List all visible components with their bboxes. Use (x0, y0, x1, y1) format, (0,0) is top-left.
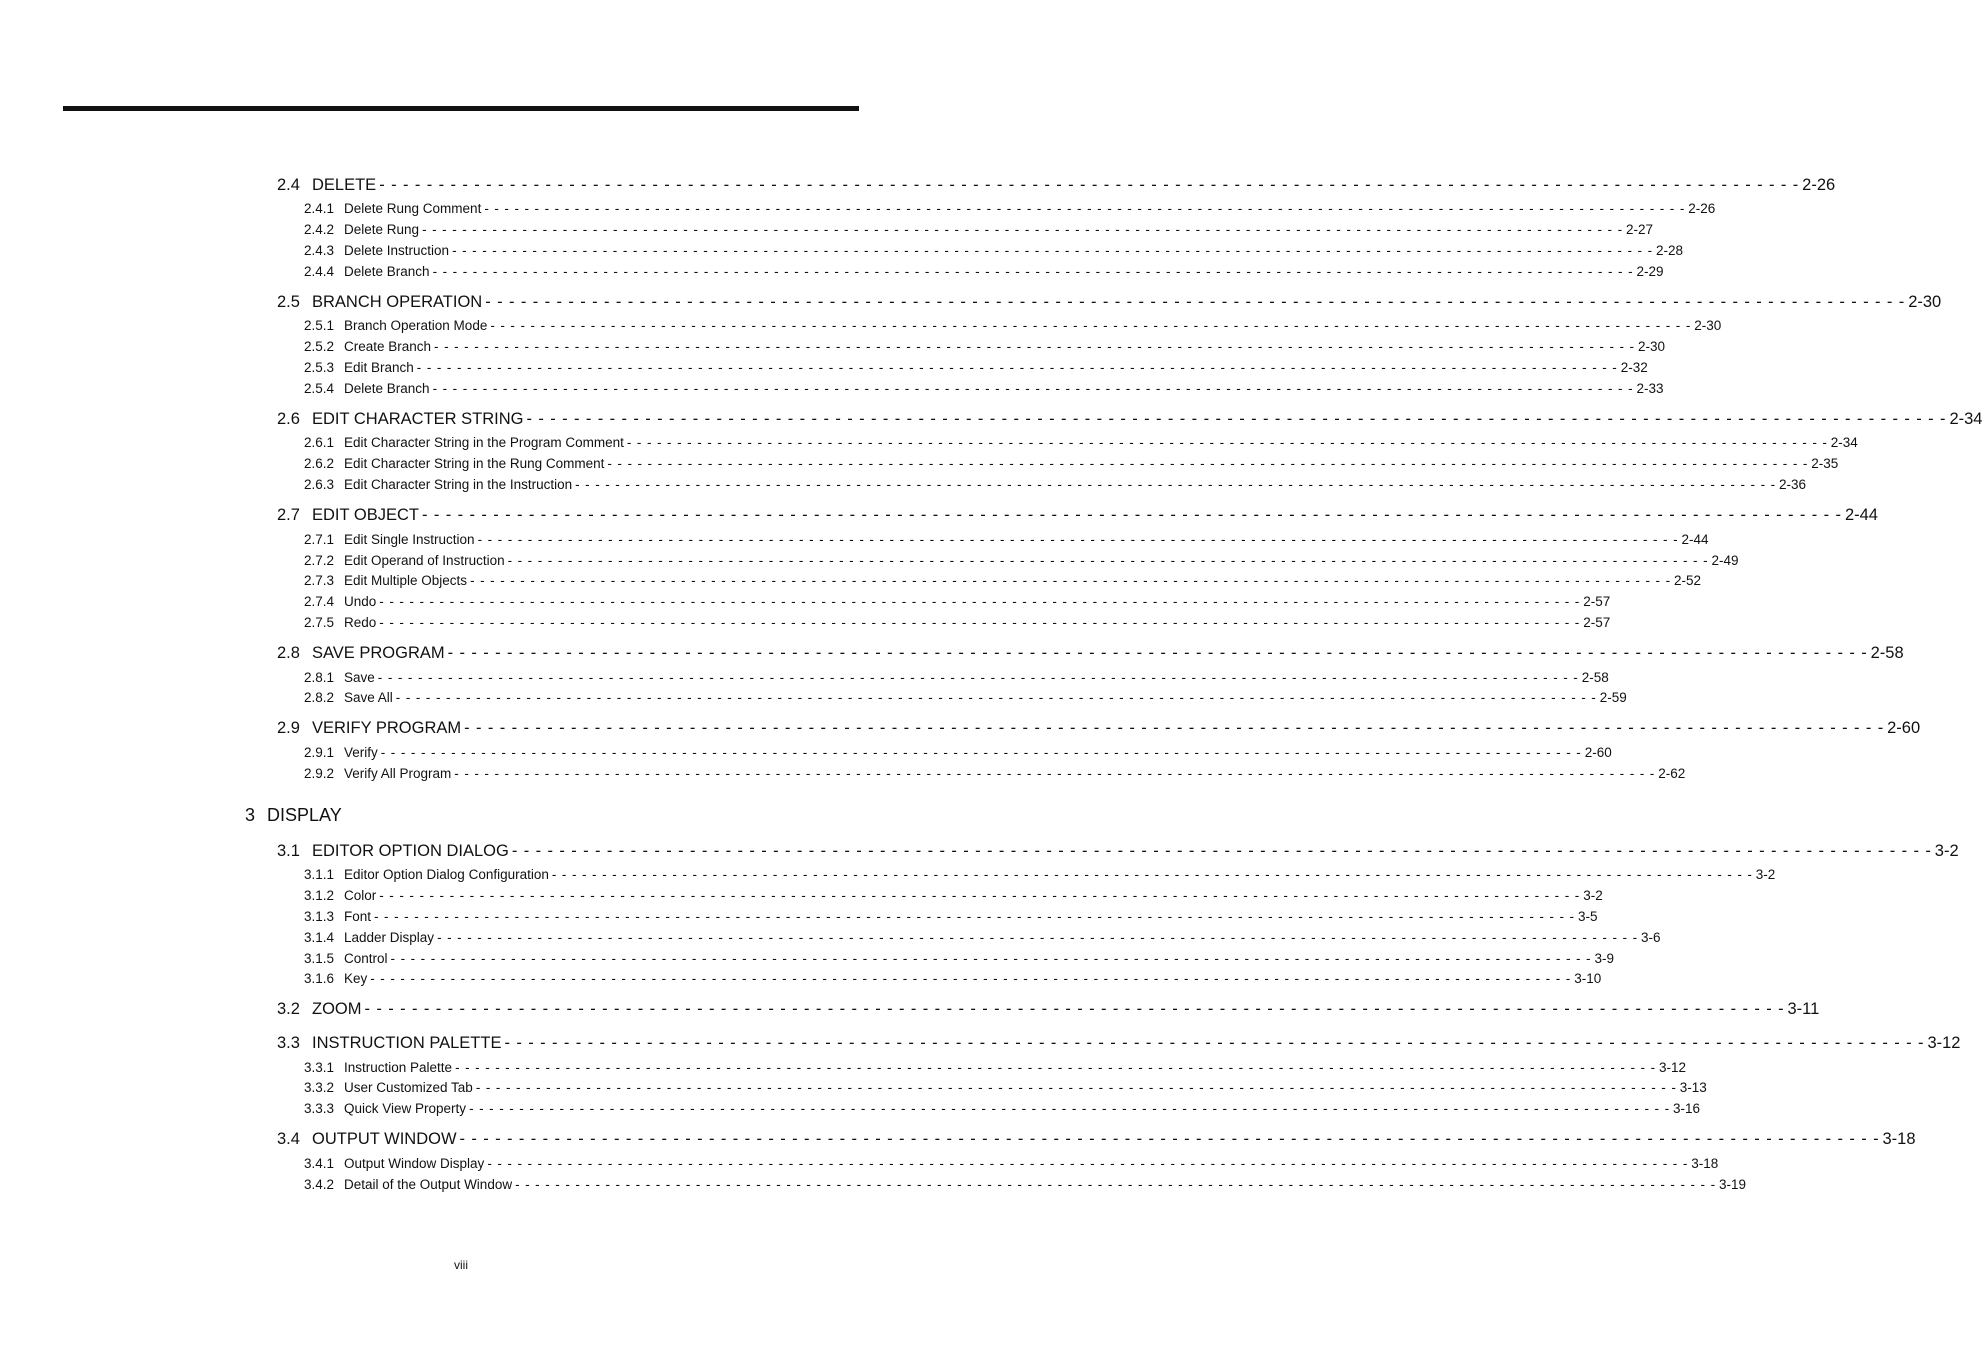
entry-page: 2-44 (1844, 506, 1878, 524)
entry-title: Edit Branch (344, 360, 414, 375)
entry-number: 2.7.5 (304, 615, 335, 630)
toc-subsection-entry[interactable] (304, 532, 1709, 547)
dot-leader: - - - - - - - - - - - - - - - - - - - - - - - - - - - - - - - - - - - - - - - - - - - - - - - - - - - - - - - - - - - - - - - - - - - - - - - - - - - - - - - - - - - - - - - - - - - - - - - - - - - - - - - - - - - - - - - - - - - - - - - - (464, 719, 1885, 737)
entry-page: 2-49 (1711, 553, 1739, 568)
entry-title: Create Branch (344, 339, 432, 354)
entry-number: 3.3.1 (304, 1060, 335, 1075)
entry-number: 3.2 (277, 1000, 300, 1018)
dot-leader: - - - - - - - - - - - - - - - - - - - - - - - - - - - - - - - - - - - - - - - - - - - - - - - - - - - - - - - - - - - - - - - - - - - - - - - - - - - - - - - - - - - - - - - - - - - - - - - - - - - - - - - - - - - - - - - - - - - - - - - - (459, 1130, 1880, 1148)
dot-leader: - - - - - - - - - - - - - - - - - - - - - - - - - - - - - - - - - - - - - - - - - - - - - - - - - - - - - - - - - - - - - - - - - - - - - - - - - - - - - - - - - - - - - - - - - - - - - - - - - - - - - - - - - - - - - - - - - - - - - - - - (575, 477, 1777, 492)
dot-leader: - - - - - - - - - - - - - - - - - - - - - - - - - - - - - - - - - - - - - - - - - - - - - - - - - - - - - - - - - - - - - - - - - - - - - - - - - - - - - - - - - - - - - - - - - - - - - - - - - - - - - - - - - - - - - - - - - - - - - - - - (454, 766, 1656, 781)
entry-page: 2-30 (1694, 318, 1722, 333)
entry-title: Output Window Display (344, 1156, 485, 1171)
chapter-heading (245, 805, 342, 826)
entry-number: 2.5 (277, 293, 300, 311)
dot-leader: - - - - - - - - - - - - - - - - - - - - - - - - - - - - - - - - - - - - - - - - - - - - - - - - - - - - - - - - - - - - - - - - - - - - - - - - - - - - - - - - - - - - - - - - - - - - - - - - - - - - - - - - - - - - - - - - - - - - - - - - (455, 1060, 1656, 1075)
entry-number: 2.6.2 (304, 456, 335, 471)
toc-subsection-entry[interactable] (304, 594, 1611, 609)
entry-page: 2-36 (1779, 477, 1807, 492)
entry-number: 3.1.6 (304, 971, 335, 986)
toc-section-entry[interactable] (277, 506, 1878, 524)
dot-leader: - - - - - - - - - - - - - - - - - - - - - - - - - - - - - - - - - - - - - - - - - - - - - - - - - - - - - - - - - - - - - - - - - - - - - - - - - - - - - - - - - - - - - - - - - - - - - - - - - - - - - - - - - - - - - - - - - - - - - - - - (377, 670, 1579, 685)
entry-title: Editor Option Dialog Configuration (344, 867, 549, 882)
toc-subsection-entry[interactable] (304, 381, 1664, 396)
entry-title: Detail of the Output Window (344, 1177, 513, 1192)
entry-number: 3.1.1 (304, 867, 335, 882)
dot-leader: - - - - - - - - - - - - - - - - - - - - - - - - - - - - - - - - - - - - - - - - - - - - - - - - - - - - - - - - - - - - - - - - - - - - - - - - - - - - - - - - - - - - - - - - - - - - - - - - - - - - - - - - - - - - - - - - - - - - - - - - (379, 615, 1581, 630)
entry-page: 2-26 (1802, 176, 1836, 194)
toc-subsection-entry[interactable] (304, 201, 1716, 216)
entry-title: Save (344, 670, 375, 685)
dot-leader: - - - - - - - - - - - - - - - - - - - - - - - - - - - - - - - - - - - - - - - - - - - - - - - - - - - - - - - - - - - - - - - - - - - - - - - - - - - - - - - - - - - - - - - - - - - - - - - - - - - - - - - - - - - - - - - - - - - - - - - - (484, 201, 1686, 216)
entry-page: 3-13 (1679, 1080, 1707, 1095)
entry-page: 2-34 (1830, 435, 1858, 450)
entry-title: Verify (344, 745, 378, 760)
dot-leader: - - - - - - - - - - - - - - - - - - - - - - - - - - - - - - - - - - - - - - - - - - - - - - - - - - - - - - - - - - - - - - - - - - - - - - - - - - - - - - - - - - - - - - - - - - - - - - - - - - - - - - - - - - - - - - - - - - - - - - - - (379, 888, 1581, 903)
dot-leader: - - - - - - - - - - - - - - - - - - - - - - - - - - - - - - - - - - - - - - - - - - - - - - - - - - - - - - - - - - - - - - - - - - - - - - - - - - - - - - - - - - - - - - - - - - - - - - - - - - - - - - - - - - - - - - - - - - - - - - - - (370, 971, 1572, 986)
entry-number: 2.4.4 (304, 264, 335, 279)
dot-leader: - - - - - - - - - - - - - - - - - - - - - - - - - - - - - - - - - - - - - - - - - - - - - - - - - - - - - - - - - - - - - - - - - - - - - - - - - - - - - - - - - - - - - - - - - - - - - - - - - - - - - - - - - - - - - - - - - - - - - - - - (432, 381, 1634, 396)
entry-number: 3.3 (277, 1034, 300, 1052)
entry-title: DELETE (312, 176, 377, 194)
entry-number: 3.3.3 (304, 1101, 335, 1116)
toc-subsection-entry[interactable] (304, 1156, 1719, 1171)
entry-page: 3-9 (1594, 951, 1614, 966)
entry-page: 2-44 (1681, 532, 1709, 547)
toc-subsection-entry[interactable] (304, 745, 1612, 760)
dot-leader: - - - - - - - - - - - - - - - - - - - - - - - - - - - - - - - - - - - - - - - - - - - - - - - - - - - - - - - - - - - - - - - - - - - - - - - - - - - - - - - - - - - - - - - - - - - - - - - - - - - - - - - - - - - - - - - - - - - - - - - - (380, 745, 1582, 760)
entry-page: 2-57 (1583, 594, 1611, 609)
page-number: viii (454, 1258, 468, 1272)
dot-leader: - - - - - - - - - - - - - - - - - - - - - - - - - - - - - - - - - - - - - - - - - - - - - - - - - - - - - - - - - - - - - - - - - - - - - - - - - - - - - - - - - - - - - - - - - - - - - - - - - - - - - - - - - - - - - - - - - - - - - - - - (447, 644, 1868, 662)
dot-leader: - - - - - - - - - - - - - - - - - - - - - - - - - - - - - - - - - - - - - - - - - - - - - - - - - - - - - - - - - - - - - - - - - - - - - - - - - - - - - - - - - - - - - - - - - - - - - - - - - - - - - - - - - - - - - - - - - - - - - - - - (379, 594, 1581, 609)
toc-section-entry[interactable] (277, 842, 1959, 860)
toc-section-entry[interactable] (277, 644, 1904, 662)
dot-leader: - - - - - - - - - - - - - - - - - - - - - - - - - - - - - - - - - - - - - - - - - - - - - - - - - - - - - - - - - - - - - - - - - - - - - - - - - - - - - - - - - - - - - - - - - - - - - - - - - - - - - - - - - - - - - - - - - - - - - - - - (551, 867, 1753, 882)
entry-title: EDIT OBJECT (312, 506, 419, 524)
dot-leader: - - - - - - - - - - - - - - - - - - - - - - - - - - - - - - - - - - - - - - - - - - - - - - - - - - - - - - - - - - - - - - - - - - - - - - - - - - - - - - - - - - - - - - - - - - - - - - - - - - - - - - - - - - - - - - - - - - - - - - - - (511, 842, 1932, 860)
entry-page: 3-6 (1640, 930, 1661, 945)
entry-title: VERIFY PROGRAM (312, 719, 462, 737)
entry-number: 3.3.2 (304, 1080, 335, 1095)
entry-page: 3-19 (1719, 1177, 1747, 1192)
entry-number: 2.5.1 (304, 318, 335, 333)
toc-subsection-entry[interactable] (304, 867, 1776, 882)
toc-subsection-entry[interactable] (304, 690, 1627, 705)
entry-page: 2-34 (1949, 410, 1982, 428)
toc-subsection-entry[interactable] (304, 766, 1686, 781)
toc-section-entry[interactable] (277, 293, 1942, 311)
toc-subsection-entry[interactable] (304, 339, 1665, 354)
entry-title: Edit Multiple Objects (344, 573, 468, 588)
entry-page: 3-11 (1787, 1000, 1820, 1018)
chapter-title: DISPLAY (267, 805, 342, 825)
entry-title: Delete Branch (344, 264, 430, 279)
entry-page: 2-58 (1870, 644, 1904, 662)
entry-title: Control (344, 951, 388, 966)
entry-title: Color (344, 888, 377, 903)
entry-title: Instruction Palette (344, 1060, 453, 1075)
entry-number: 2.8 (277, 644, 300, 662)
entry-title: Ladder Display (344, 930, 435, 945)
entry-page: 2-28 (1655, 243, 1684, 258)
toc-section-entry[interactable] (277, 719, 1921, 737)
entry-page: 3-10 (1574, 971, 1602, 986)
dot-leader: - - - - - - - - - - - - - - - - - - - - - - - - - - - - - - - - - - - - - - - - - - - - - - - - - - - - - - - - - - - - - - - - - - - - - - - - - - - - - - - - - - - - - - - - - - - - - - - - - - - - - - - - - - - - - - - - - - - - - - - - (452, 243, 1653, 258)
entry-number: 3.1 (277, 842, 300, 860)
toc-subsection-entry[interactable] (304, 477, 1807, 492)
entry-number: 2.9 (277, 719, 300, 737)
entry-title: Branch Operation Mode (344, 318, 488, 333)
toc-subsection-entry[interactable] (304, 243, 1684, 258)
entry-number: 2.5.3 (304, 360, 335, 375)
entry-page: 3-2 (1755, 867, 1776, 882)
entry-page: 2-52 (1673, 573, 1702, 588)
entry-title: SAVE PROGRAM (312, 644, 445, 662)
entry-title: OUTPUT WINDOW (312, 1130, 457, 1148)
entry-title: Edit Operand of Instruction (344, 553, 505, 568)
entry-page: 2-33 (1636, 381, 1664, 396)
entry-title: EDIT CHARACTER STRING (312, 410, 524, 428)
entry-number: 3.4 (277, 1130, 300, 1148)
dot-leader: - - - - - - - - - - - - - - - - - - - - - - - - - - - - - - - - - - - - - - - - - - - - - - - - - - - - - - - - - - - - - - - - - - - - - - - - - - - - - - - - - - - - - - - - - - - - - - - - - - - - - - - - - - - - - - - - - - - - - - - - (515, 1177, 1717, 1192)
entry-page: 3-12 (1658, 1060, 1687, 1075)
entry-number: 2.6.3 (304, 477, 335, 492)
toc-subsection-entry[interactable] (304, 1101, 1701, 1116)
entry-page: 2-30 (1637, 339, 1665, 354)
entry-title: INSTRUCTION PALETTE (312, 1034, 502, 1052)
entry-number: 2.7.3 (304, 573, 335, 588)
dot-leader: - - - - - - - - - - - - - - - - - - - - - - - - - - - - - - - - - - - - - - - - - - - - - - - - - - - - - - - - - - - - - - - - - - - - - - - - - - - - - - - - - - - - - - - - - - - - - - - - - - - - - - - - - - - - - - - - - - - - - - - - (421, 506, 1842, 524)
toc-subsection-entry[interactable] (304, 1177, 1747, 1192)
entry-number: 3.1.5 (304, 951, 335, 966)
toc-subsection-entry[interactable] (304, 318, 1722, 333)
toc-subsection-entry[interactable] (304, 1080, 1707, 1095)
entry-number: 2.5.2 (304, 339, 335, 354)
entry-title: Delete Branch (344, 381, 430, 396)
entry-title: ZOOM (312, 1000, 362, 1018)
toc-section-entry[interactable] (277, 176, 1836, 194)
dot-leader: - - - - - - - - - - - - - - - - - - - - - - - - - - - - - - - - - - - - - - - - - - - - - - - - - - - - - - - - - - - - - - - - - - - - - - - - - - - - - - - - - - - - - - - - - - - - - - - - - - - - - - - - - - - - - - - - - - - - - - - - (379, 176, 1800, 194)
dot-leader: - - - - - - - - - - - - - - - - - - - - - - - - - - - - - - - - - - - - - - - - - - - - - - - - - - - - - - - - - - - - - - - - - - - - - - - - - - - - - - - - - - - - - - - - - - - - - - - - - - - - - - - - - - - - - - - - - - - - - - - - (470, 573, 1671, 588)
entry-number: 2.5.4 (304, 381, 335, 396)
entry-page: 2-32 (1620, 360, 1648, 375)
entry-title: Save All (344, 690, 393, 705)
entry-page: 3-2 (1583, 888, 1603, 903)
entry-page: 2-57 (1583, 615, 1611, 630)
entry-page: 2-26 (1688, 201, 1716, 216)
dot-leader: - - - - - - - - - - - - - - - - - - - - - - - - - - - - - - - - - - - - - - - - - - - - - - - - - - - - - - - - - - - - - - - - - - - - - - - - - - - - - - - - - - - - - - - - - - - - - - - - - - - - - - - - - - - - - - - - - - - - - - - - (504, 1034, 1925, 1052)
entry-number: 3.1.4 (304, 930, 335, 945)
entry-page: 2-59 (1599, 690, 1627, 705)
entry-number: 2.6.1 (304, 435, 335, 450)
toc-subsection-entry[interactable] (304, 888, 1603, 903)
toc-subsection-entry[interactable] (304, 360, 1648, 375)
toc-subsection-entry[interactable] (304, 573, 1702, 588)
entry-title: Edit Character String in the Rung Comment (344, 456, 605, 471)
entry-title: Key (344, 971, 368, 986)
entry-number: 2.7.4 (304, 594, 335, 609)
entry-title: Edit Single Instruction (344, 532, 475, 547)
entry-title: BRANCH OPERATION (312, 293, 483, 311)
entry-page: 2-35 (1811, 456, 1839, 471)
toc-subsection-entry[interactable] (304, 1060, 1687, 1075)
entry-page: 3-18 (1691, 1156, 1719, 1171)
entry-number: 3.1.3 (304, 909, 335, 924)
entry-number: 2.9.1 (304, 745, 335, 760)
dot-leader: - - - - - - - - - - - - - - - - - - - - - - - - - - - - - - - - - - - - - - - - - - - - - - - - - - - - - - - - - - - - - - - - - - - - - - - - - - - - - - - - - - - - - - - - - - - - - - - - - - - - - - - - - - - - - - - - - - - - - - - - (390, 951, 1592, 966)
toc-section-entry[interactable] (277, 410, 1982, 428)
toc-subsection-entry[interactable] (304, 222, 1654, 237)
entry-page: 3-2 (1934, 842, 1959, 860)
dot-leader: - - - - - - - - - - - - - - - - - - - - - - - - - - - - - - - - - - - - - - - - - - - - - - - - - - - - - - - - - - - - - - - - - - - - - - - - - - - - - - - - - - - - - - - - - - - - - - - - - - - - - - - - - - - - - - - - - - - - - - - - (626, 435, 1828, 450)
toc-subsection-entry[interactable] (304, 670, 1609, 685)
entry-title: Redo (344, 615, 377, 630)
toc-section-entry[interactable] (277, 1034, 1961, 1052)
entry-number: 2.4.1 (304, 201, 335, 216)
entry-number: 2.6 (277, 410, 300, 428)
toc-subsection-entry[interactable] (304, 971, 1602, 986)
dot-leader: - - - - - - - - - - - - - - - - - - - - - - - - - - - - - - - - - - - - - - - - - - - - - - - - - - - - - - - - - - - - - - - - - - - - - - - - - - - - - - - - - - - - - - - - - - - - - - - - - - - - - - - - - - - - - - - - - - - - - - - - (395, 690, 1597, 705)
entry-page: 2-29 (1636, 264, 1664, 279)
toc-subsection-entry[interactable] (304, 951, 1614, 966)
dot-leader: - - - - - - - - - - - - - - - - - - - - - - - - - - - - - - - - - - - - - - - - - - - - - - - - - - - - - - - - - - - - - - - - - - - - - - - - - - - - - - - - - - - - - - - - - - - - - - - - - - - - - - - - - - - - - - - - - - - - - - - - (364, 1000, 1785, 1018)
toc-subsection-entry[interactable] (304, 553, 1739, 568)
entry-title: Edit Character String in the Instruction (344, 477, 573, 492)
entry-title: Edit Character String in the Program Comment (344, 435, 624, 450)
toc-section-entry[interactable] (277, 1130, 1916, 1148)
entry-page: 2-62 (1658, 766, 1686, 781)
entry-title: Delete Rung (344, 222, 420, 237)
dot-leader: - - - - - - - - - - - - - - - - - - - - - - - - - - - - - - - - - - - - - - - - - - - - - - - - - - - - - - - - - - - - - - - - - - - - - - - - - - - - - - - - - - - - - - - - - - - - - - - - - - - - - - - - - - - - - - - - - - - - - - - - (607, 456, 1809, 471)
entry-title: Quick View Property (344, 1101, 467, 1116)
entry-number: 2.7 (277, 506, 300, 524)
entry-page: 2-60 (1584, 745, 1612, 760)
entry-number: 2.4.3 (304, 243, 335, 258)
entry-page: 3-16 (1672, 1101, 1701, 1116)
toc-subsection-entry[interactable] (304, 909, 1598, 924)
toc-subsection-entry[interactable] (304, 615, 1611, 630)
toc-section-entry[interactable] (277, 1000, 1820, 1018)
dot-leader: - - - - - - - - - - - - - - - - - - - - - - - - - - - - - - - - - - - - - - - - - - - - - - - - - - - - - - - - - - - - - - - - - - - - - - - - - - - - - - - - - - - - - - - - - - - - - - - - - - - - - - - - - - - - - - - - - - - - - - - - (485, 293, 1906, 311)
entry-title: Verify All Program (344, 766, 452, 781)
entry-number: 2.8.2 (304, 690, 335, 705)
entry-number: 3.1.2 (304, 888, 335, 903)
entry-number: 2.7.2 (304, 553, 335, 568)
entry-page: 2-27 (1625, 222, 1654, 237)
chapter-number: 3 (245, 805, 256, 825)
entry-number: 2.8.1 (304, 670, 335, 685)
dot-leader: - - - - - - - - - - - - - - - - - - - - - - - - - - - - - - - - - - - - - - - - - - - - - - - - - - - - - - - - - - - - - - - - - - - - - - - - - - - - - - - - - - - - - - - - - - - - - - - - - - - - - - - - - - - - - - - - - - - - - - - - (374, 909, 1575, 924)
entry-title: User Customized Tab (344, 1080, 473, 1095)
dot-leader: - - - - - - - - - - - - - - - - - - - - - - - - - - - - - - - - - - - - - - - - - - - - - - - - - - - - - - - - - - - - - - - - - - - - - - - - - - - - - - - - - - - - - - - - - - - - - - - - - - - - - - - - - - - - - - - - - - - - - - - - (434, 339, 1635, 354)
dot-leader: - - - - - - - - - - - - - - - - - - - - - - - - - - - - - - - - - - - - - - - - - - - - - - - - - - - - - - - - - - - - - - - - - - - - - - - - - - - - - - - - - - - - - - - - - - - - - - - - - - - - - - - - - - - - - - - - - - - - - - - - (507, 553, 1709, 568)
dot-leader: - - - - - - - - - - - - - - - - - - - - - - - - - - - - - - - - - - - - - - - - - - - - - - - - - - - - - - - - - - - - - - - - - - - - - - - - - - - - - - - - - - - - - - - - - - - - - - - - - - - - - - - - - - - - - - - - - - - - - - - - (416, 360, 1618, 375)
dot-leader: - - - - - - - - - - - - - - - - - - - - - - - - - - - - - - - - - - - - - - - - - - - - - - - - - - - - - - - - - - - - - - - - - - - - - - - - - - - - - - - - - - - - - - - - - - - - - - - - - - - - - - - - - - - - - - - - - - - - - - - - (475, 1080, 1677, 1095)
entry-page: 2-58 (1581, 670, 1609, 685)
dot-leader: - - - - - - - - - - - - - - - - - - - - - - - - - - - - - - - - - - - - - - - - - - - - - - - - - - - - - - - - - - - - - - - - - - - - - - - - - - - - - - - - - - - - - - - - - - - - - - - - - - - - - - - - - - - - - - - - - - - - - - - - (487, 1156, 1689, 1171)
entry-number: 3.4.1 (304, 1156, 335, 1171)
entry-page: 2-60 (1887, 719, 1921, 737)
entry-title: Undo (344, 594, 377, 609)
toc-subsection-entry[interactable] (304, 264, 1664, 279)
dot-leader: - - - - - - - - - - - - - - - - - - - - - - - - - - - - - - - - - - - - - - - - - - - - - - - - - - - - - - - - - - - - - - - - - - - - - - - - - - - - - - - - - - - - - - - - - - - - - - - - - - - - - - - - - - - - - - - - - - - - - - - - (526, 410, 1947, 428)
entry-title: Font (344, 909, 372, 924)
entry-number: 2.4.2 (304, 222, 335, 237)
entry-page: 2-30 (1908, 293, 1942, 311)
dot-leader: - - - - - - - - - - - - - - - - - - - - - - - - - - - - - - - - - - - - - - - - - - - - - - - - - - - - - - - - - - - - - - - - - - - - - - - - - - - - - - - - - - - - - - - - - - - - - - - - - - - - - - - - - - - - - - - - - - - - - - - - (422, 222, 1623, 237)
toc-subsection-entry[interactable] (304, 456, 1839, 471)
entry-title: Delete Instruction (344, 243, 450, 258)
entry-number: 2.7.1 (304, 532, 335, 547)
entry-title: Delete Rung Comment (344, 201, 482, 216)
dot-leader: - - - - - - - - - - - - - - - - - - - - - - - - - - - - - - - - - - - - - - - - - - - - - - - - - - - - - - - - - - - - - - - - - - - - - - - - - - - - - - - - - - - - - - - - - - - - - - - - - - - - - - - - - - - - - - - - - - - - - - - - (437, 930, 1638, 945)
entry-page: 3-5 (1577, 909, 1598, 924)
dot-leader: - - - - - - - - - - - - - - - - - - - - - - - - - - - - - - - - - - - - - - - - - - - - - - - - - - - - - - - - - - - - - - - - - - - - - - - - - - - - - - - - - - - - - - - - - - - - - - - - - - - - - - - - - - - - - - - - - - - - - - - - (469, 1101, 1670, 1116)
toc-subsection-entry[interactable] (304, 930, 1661, 945)
header-rule (63, 106, 859, 111)
entry-number: 2.9.2 (304, 766, 335, 781)
entry-number: 2.4 (277, 176, 300, 194)
entry-page: 3-12 (1927, 1034, 1961, 1052)
toc-subsection-entry[interactable] (304, 435, 1858, 450)
entry-page: 3-18 (1882, 1130, 1916, 1148)
dot-leader: - - - - - - - - - - - - - - - - - - - - - - - - - - - - - - - - - - - - - - - - - - - - - - - - - - - - - - - - - - - - - - - - - - - - - - - - - - - - - - - - - - - - - - - - - - - - - - - - - - - - - - - - - - - - - - - - - - - - - - - - (432, 264, 1634, 279)
entry-number: 3.4.2 (304, 1177, 335, 1192)
dot-leader: - - - - - - - - - - - - - - - - - - - - - - - - - - - - - - - - - - - - - - - - - - - - - - - - - - - - - - - - - - - - - - - - - - - - - - - - - - - - - - - - - - - - - - - - - - - - - - - - - - - - - - - - - - - - - - - - - - - - - - - - (477, 532, 1679, 547)
entry-title: EDITOR OPTION DIALOG (312, 842, 509, 860)
dot-leader: - - - - - - - - - - - - - - - - - - - - - - - - - - - - - - - - - - - - - - - - - - - - - - - - - - - - - - - - - - - - - - - - - - - - - - - - - - - - - - - - - - - - - - - - - - - - - - - - - - - - - - - - - - - - - - - - - - - - - - - - (490, 318, 1692, 333)
